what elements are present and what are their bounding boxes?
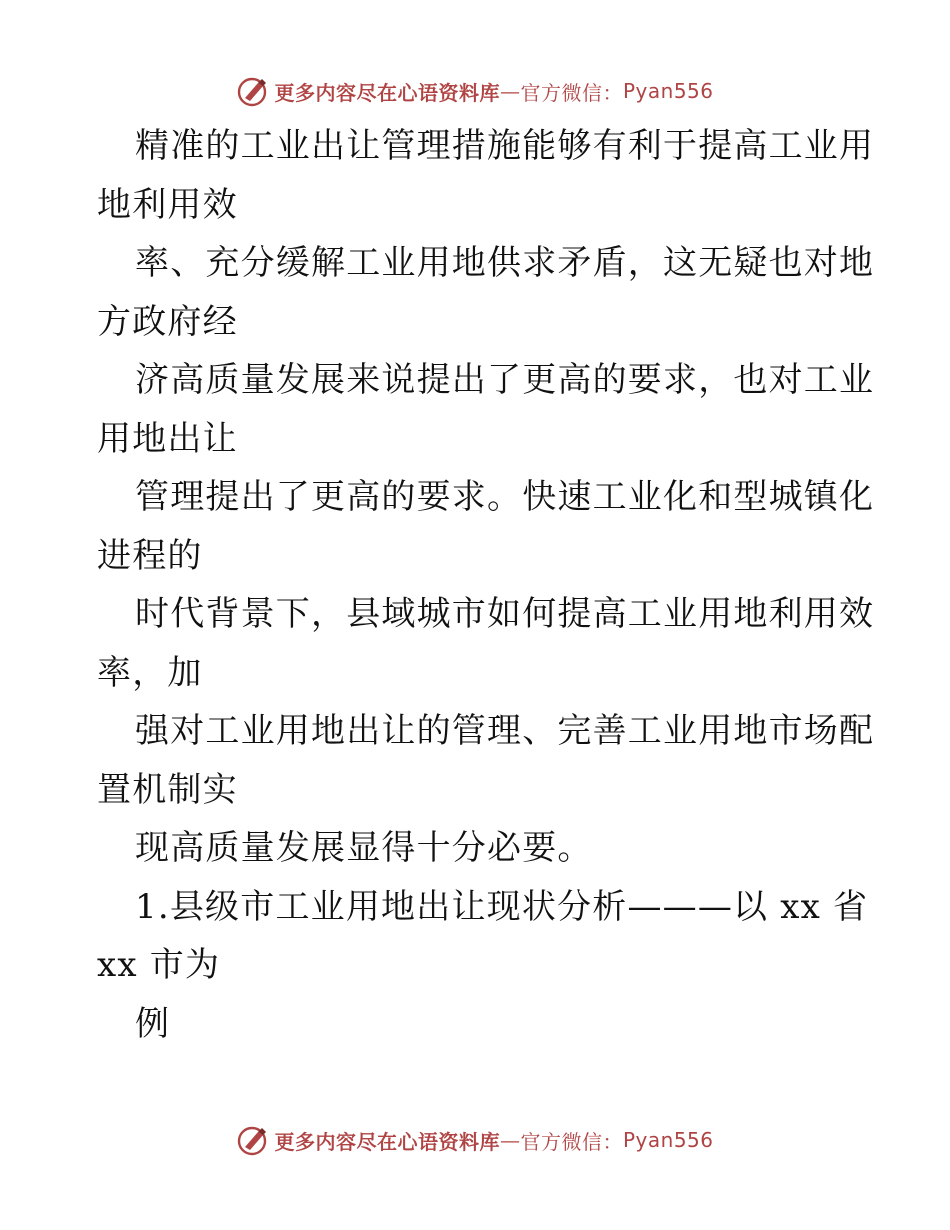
watermark-wechat-id: Pyan556 bbox=[622, 79, 714, 103]
text-line: 时代背景下，县域城市如何提高工业用地利用效 bbox=[135, 594, 875, 634]
section-heading-line: xx 市为 bbox=[97, 945, 221, 985]
text-line: 率、充分缓解工业用地供求矛盾，这无疑也对地 bbox=[135, 243, 875, 283]
text-line: 现高质量发展显得十分必要。 bbox=[135, 828, 593, 868]
footer-watermark bbox=[0, 1120, 950, 1160]
watermark-main-text: 更多内容尽在心语资料库 bbox=[274, 1129, 500, 1154]
watermark-dash: — bbox=[499, 1128, 521, 1152]
text-line: 地利用效 bbox=[97, 184, 238, 225]
text-line: 置机制实 bbox=[97, 769, 238, 810]
section-heading-line: 1.县级市工业用地出让现状分析———以 xx 省 bbox=[135, 886, 869, 927]
watermark-wechat-label: 官方微信： bbox=[520, 80, 623, 105]
text-line: 方政府经 bbox=[97, 301, 238, 342]
text-line: 强对工业用地出让的管理、完善工业用地市场配 bbox=[135, 711, 875, 751]
text-line: 用地出让 bbox=[97, 418, 238, 459]
text-line: 率，加 bbox=[97, 652, 203, 693]
text-line: 精准的工业出让管理措施能够有利于提高工业用 bbox=[135, 126, 875, 166]
pen-logo-icon bbox=[236, 1123, 270, 1157]
pen-logo-icon bbox=[236, 74, 270, 108]
text-line: 进程的 bbox=[97, 535, 203, 576]
header-watermark bbox=[0, 71, 950, 111]
text-line: 管理提出了更高的要求。快速工业化和型城镇化 bbox=[135, 477, 875, 517]
section-heading-line: 例 bbox=[135, 1003, 171, 1044]
text-line: 济高质量发展来说提出了更高的要求，也对工业 bbox=[135, 360, 875, 400]
watermark-dash: — bbox=[499, 79, 521, 103]
document-body bbox=[97, 117, 875, 1053]
watermark-main-text: 更多内容尽在心语资料库 bbox=[274, 80, 500, 105]
watermark-wechat-label: 官方微信： bbox=[520, 1129, 623, 1154]
watermark-wechat-id: Pyan556 bbox=[622, 1128, 714, 1152]
